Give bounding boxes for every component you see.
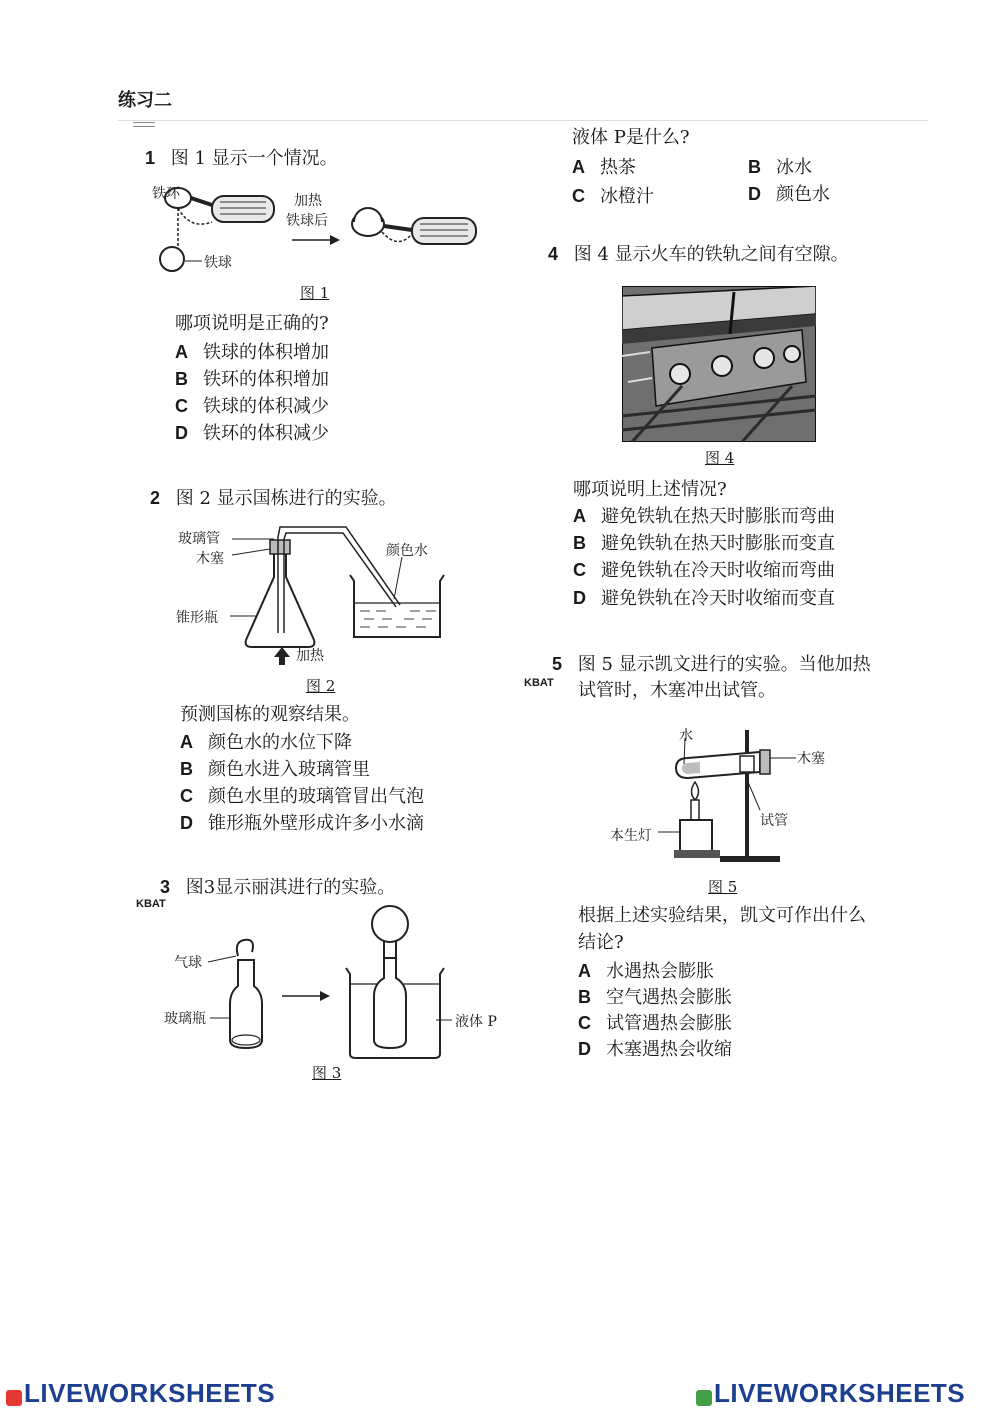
q3-option-a[interactable]: A 热茶 bbox=[572, 157, 636, 178]
q4-photo-railway bbox=[622, 286, 816, 442]
flame-shape bbox=[692, 782, 699, 800]
q3-prompt: 液体 P是什么? bbox=[572, 127, 690, 148]
q4-option-d[interactable]: D 避免铁轨在冷天时收缩而变直 bbox=[573, 588, 835, 609]
q3-option-c[interactable]: C 冰橙汁 bbox=[572, 186, 654, 207]
q5-stem-2: 试管时，木塞冲出试管。 bbox=[578, 680, 776, 701]
q4-option-a[interactable]: A 避免铁轨在热天时膨胀而弯曲 bbox=[573, 506, 835, 527]
q2-stem-row bbox=[150, 487, 397, 510]
q5-label-burner: 本生灯 bbox=[610, 828, 652, 844]
q1-caption: 图 1 bbox=[300, 284, 330, 302]
header-ornament bbox=[133, 122, 155, 127]
q3-label-liquid: 液体 P bbox=[455, 1014, 497, 1030]
ring-handle bbox=[212, 196, 274, 222]
q2-number: 2 bbox=[150, 488, 161, 508]
deflated-balloon-shape bbox=[237, 940, 253, 956]
bunsen-burner-shape bbox=[680, 820, 712, 854]
q3-label-balloon: 气球 bbox=[174, 955, 202, 971]
q2-label-flask: 锥形瓶 bbox=[176, 610, 218, 626]
q5-stem-row-1 bbox=[552, 653, 871, 676]
q1-stem-row bbox=[145, 147, 338, 170]
q2-label-cork: 木塞 bbox=[196, 551, 224, 567]
conical-flask-shape bbox=[246, 550, 315, 647]
q5-option-d[interactable]: D 木塞遇热会收缩 bbox=[578, 1039, 732, 1060]
q5-label-water: 水 bbox=[679, 728, 693, 744]
ring-chain bbox=[178, 208, 212, 224]
inflated-balloon-shape bbox=[372, 906, 408, 942]
clamp-shape bbox=[740, 756, 754, 772]
liveworksheets-logo-left[interactable]: LIVEWORKSHEETS bbox=[6, 1378, 275, 1409]
ring-after-handle bbox=[412, 218, 476, 244]
q3-stem-row bbox=[160, 876, 395, 899]
q4-number: 4 bbox=[548, 244, 559, 264]
q4-caption: 图 4 bbox=[705, 449, 735, 467]
q5-number: 5 bbox=[552, 654, 563, 674]
q3-label-bottle: 玻璃瓶 bbox=[164, 1011, 206, 1027]
q3-kbat-badge: KBAT bbox=[136, 898, 166, 910]
bottle-in-beaker-shape bbox=[374, 958, 406, 1048]
q5-caption: 图 5 bbox=[708, 878, 738, 896]
heat-arrow bbox=[274, 647, 290, 665]
logo-box-icon bbox=[6, 1390, 22, 1406]
logo-box-icon bbox=[696, 1390, 712, 1406]
q3-option-b[interactable]: B 冰水 bbox=[748, 157, 812, 178]
iron-ball-shape bbox=[160, 247, 184, 271]
q1-label-ring: 铁环 bbox=[152, 186, 180, 202]
q5-label-cork: 木塞 bbox=[797, 751, 825, 767]
liveworksheets-logo-right[interactable]: LIVEWORKSHEETS bbox=[696, 1378, 965, 1409]
q2-option-d[interactable]: D 锥形瓶外壁形成许多小水滴 bbox=[180, 813, 424, 834]
q3-option-d[interactable]: D 颜色水 bbox=[748, 184, 830, 205]
q2-stem: 图 2 显示国栋进行的实验。 bbox=[175, 488, 397, 509]
q1-label-heat-1: 加热 bbox=[294, 193, 322, 209]
q2-option-c[interactable]: C 颜色水里的玻璃管冒出气泡 bbox=[180, 786, 424, 807]
q5-figure bbox=[600, 720, 850, 870]
q1-label-ball: 铁球 bbox=[204, 255, 232, 271]
q5-prompt-2: 结论? bbox=[578, 932, 624, 953]
retort-stand-rod bbox=[745, 730, 749, 858]
q5-option-a[interactable]: A 水遇热会膨胀 bbox=[578, 961, 714, 982]
q1-option-c[interactable]: C 铁球的体积减少 bbox=[175, 396, 329, 417]
ring-rod bbox=[191, 198, 212, 205]
q2-label-tube: 玻璃管 bbox=[178, 531, 220, 547]
q5-stem-1: 图 5 显示凯文进行的实验。当他加热 bbox=[577, 654, 871, 675]
q3-number: 3 bbox=[160, 877, 171, 897]
q1-prompt: 哪项说明是正确的? bbox=[175, 313, 329, 334]
q2-prompt: 预测国栋的观察结果。 bbox=[180, 704, 360, 725]
header-divider bbox=[118, 120, 928, 121]
q3-stem: 图3显示丽淇进行的实验。 bbox=[185, 877, 396, 898]
q2-option-a[interactable]: A 颜色水的水位下降 bbox=[180, 732, 352, 753]
q5-kbat-badge: KBAT bbox=[524, 677, 554, 689]
q1-number: 1 bbox=[145, 148, 156, 168]
q4-stem-row bbox=[548, 243, 849, 266]
q4-stem: 图 4 显示火车的铁轨之间有空隙。 bbox=[573, 244, 849, 265]
q5-prompt-1: 根据上述实验结果，凯文可作出什么 bbox=[578, 905, 866, 926]
retort-stand-base bbox=[720, 856, 780, 862]
q4-option-c[interactable]: C 避免铁轨在冷天时收缩而弯曲 bbox=[573, 560, 835, 581]
q2-label-water: 颜色水 bbox=[386, 543, 428, 559]
q3-caption: 图 3 bbox=[312, 1064, 342, 1082]
water-in-tube bbox=[682, 762, 700, 774]
q2-label-heat: 加热 bbox=[296, 648, 324, 664]
cork-shape bbox=[270, 540, 290, 554]
q1-option-b[interactable]: B 铁环的体积增加 bbox=[175, 369, 329, 390]
q5-cork-shape bbox=[760, 750, 770, 774]
q1-option-a[interactable]: A 铁球的体积增加 bbox=[175, 342, 329, 363]
q5-option-c[interactable]: C 试管遇热会膨胀 bbox=[578, 1013, 732, 1034]
q5-label-tube: 试管 bbox=[760, 813, 788, 829]
q1-label-heat-2: 铁球后 bbox=[286, 213, 328, 229]
page-title: 练习二 bbox=[118, 90, 172, 110]
q5-option-b[interactable]: B 空气遇热会膨胀 bbox=[578, 987, 732, 1008]
q2-caption: 图 2 bbox=[306, 677, 336, 695]
q2-option-b[interactable]: B 颜色水进入玻璃管里 bbox=[180, 759, 370, 780]
q3-figure bbox=[160, 900, 500, 1060]
q1-stem: 图 1 显示一个情况。 bbox=[170, 148, 338, 169]
q4-option-b[interactable]: B 避免铁轨在热天时膨胀而变直 bbox=[573, 533, 835, 554]
q4-prompt: 哪项说明上述情况? bbox=[573, 479, 727, 500]
q1-option-d[interactable]: D 铁环的体积减少 bbox=[175, 423, 329, 444]
